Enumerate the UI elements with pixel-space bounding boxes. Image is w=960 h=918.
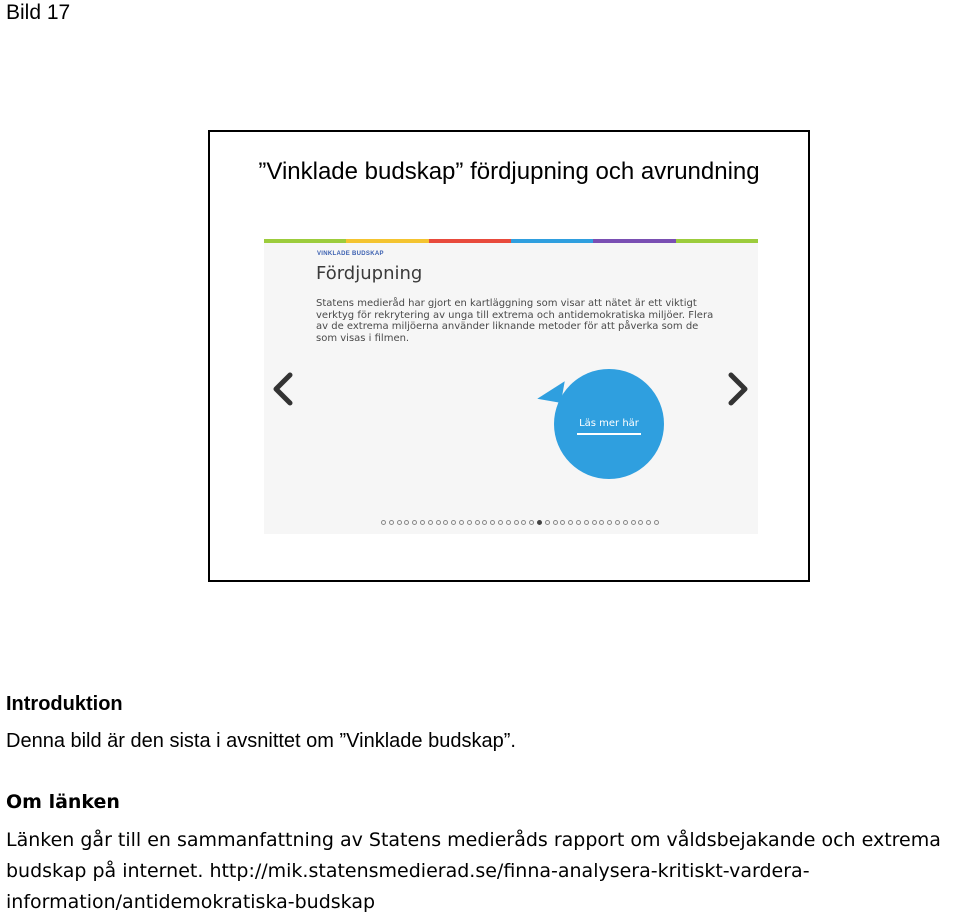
stripe-segment (511, 239, 593, 243)
pagination-dot[interactable] (389, 520, 394, 525)
pagination-dot[interactable] (646, 520, 651, 525)
read-more-link[interactable]: Läs mer här (579, 418, 639, 429)
pagination-dot[interactable] (521, 520, 526, 525)
chevron-left-icon (268, 369, 298, 409)
pagination-dot[interactable] (404, 520, 409, 525)
pagination-dot[interactable] (553, 520, 558, 525)
pagination-dot[interactable] (592, 520, 597, 525)
read-more-underline (577, 433, 641, 435)
intro-heading: Introduktion (6, 693, 123, 715)
pagination-dot[interactable] (615, 520, 620, 525)
chevron-right-icon (723, 369, 753, 409)
pagination-dot[interactable] (514, 520, 519, 525)
pagination-dots (381, 520, 659, 525)
pagination-dot[interactable] (638, 520, 643, 525)
pagination-dot[interactable] (459, 520, 464, 525)
intro-text: Denna bild är den sista i avsnittet om ”Vinklade budskap”. (6, 730, 516, 752)
screenshot-heading: Fördjupning (316, 263, 423, 284)
screenshot-body-text: Statens medieråd har gjort en kartläggning som visar att nätet är ett viktigt verktyg för rekrytering av unga till extrema och antidemokratiska miljöer. Flera av de extrema miljöerna använder liknande metoder för att påverka som de som visas i filmen. (316, 298, 714, 344)
section-kicker: VINKLADE BUDSKAP (317, 251, 384, 257)
pagination-dot[interactable] (560, 520, 565, 525)
pagination-dot[interactable] (607, 520, 612, 525)
pagination-dot[interactable] (482, 520, 487, 525)
stripe-segment (264, 239, 346, 243)
next-arrow-button[interactable] (723, 369, 753, 409)
pagination-dot[interactable] (545, 520, 550, 525)
pagination-dot[interactable] (443, 520, 448, 525)
stripe-segment (676, 239, 758, 243)
pagination-dot[interactable] (599, 520, 604, 525)
color-stripe (264, 239, 758, 243)
pagination-dot[interactable] (490, 520, 495, 525)
link-description: Länken går till en sammanfattning av Statens medieråds rapport om våldsbejakande och extrema budskap på internet. (6, 829, 941, 882)
stripe-segment (346, 239, 428, 243)
pagination-dot[interactable] (631, 520, 636, 525)
pagination-dot-active[interactable] (537, 520, 542, 525)
pagination-dot[interactable] (623, 520, 628, 525)
pagination-dot[interactable] (397, 520, 402, 525)
pagination-dot[interactable] (467, 520, 472, 525)
pagination-dot[interactable] (529, 520, 534, 525)
stripe-segment (429, 239, 511, 243)
pagination-dot[interactable] (436, 520, 441, 525)
pagination-dot[interactable] (498, 520, 503, 525)
pagination-dot[interactable] (412, 520, 417, 525)
link-section-heading: Om länken (6, 791, 120, 813)
pagination-dot[interactable] (654, 520, 659, 525)
link-section-text (6, 825, 956, 918)
embedded-screenshot (264, 239, 758, 534)
pagination-dot[interactable] (576, 520, 581, 525)
pagination-dot[interactable] (420, 520, 425, 525)
pagination-dot[interactable] (584, 520, 589, 525)
pagination-dot[interactable] (568, 520, 573, 525)
pagination-dot[interactable] (381, 520, 386, 525)
source-link[interactable]: http://mik.statensmedierad.se/finna-analysera-kritiskt-vardera-information/antidemokratiska-budskap (6, 860, 810, 913)
page-label: Bild 17 (6, 1, 71, 24)
pagination-dot[interactable] (451, 520, 456, 525)
pagination-dot[interactable] (475, 520, 480, 525)
prev-arrow-button[interactable] (268, 369, 298, 409)
pagination-dot[interactable] (506, 520, 511, 525)
slide-title: ”Vinklade budskap” fördjupning och avrundning (258, 158, 760, 185)
speech-bubble[interactable] (554, 369, 664, 479)
pagination-dot[interactable] (428, 520, 433, 525)
stripe-segment (593, 239, 675, 243)
slide (208, 130, 810, 582)
